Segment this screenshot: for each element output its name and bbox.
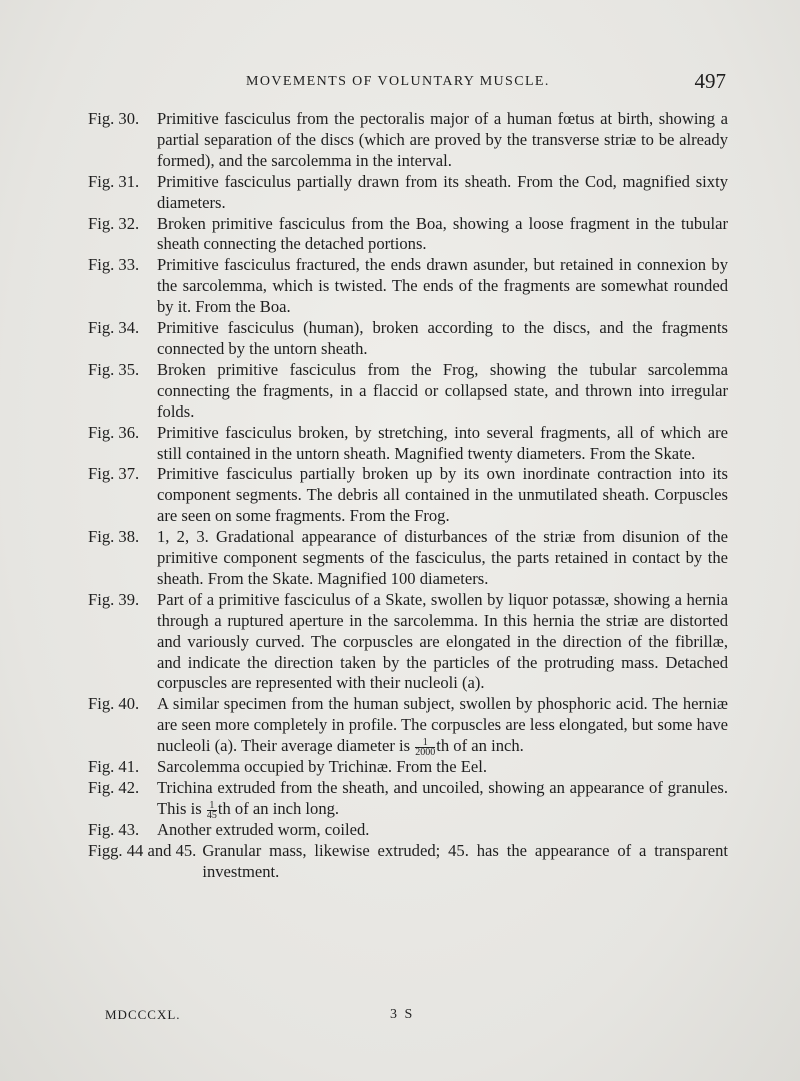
caption-label: Fig. 32. bbox=[88, 213, 140, 233]
caption-text: Primitive fasciculus partially drawn from its sheath. From the Cod, magnified sixty diameters. bbox=[157, 171, 728, 212]
caption-label: Fig. 43. bbox=[88, 819, 140, 839]
caption-fig-32 bbox=[88, 214, 728, 256]
caption-text-end: th of an inch long. bbox=[217, 798, 340, 818]
caption-label: Fig. 38. bbox=[88, 527, 140, 547]
fraction bbox=[207, 801, 217, 820]
caption-text: Primitive fasciculus (human), broken according to the discs, and the fragments connected by the untorn sheath. bbox=[157, 318, 728, 358]
caption-fig-34 bbox=[88, 318, 728, 360]
caption-fig-41 bbox=[88, 757, 728, 778]
caption-text-end: th of an inch. bbox=[436, 736, 524, 756]
caption-text: Primitive fasciculus fractured, the ends drawn asunder, but retained in connexion by the sarcolemma, which is twisted. The ends of the fragments are somewhat rounded by it. From the Boa. bbox=[157, 255, 728, 317]
caption-text: Broken primitive fasciculus from the Frog, showing the tubular sarcolemma connecting the fragments, in a flaccid or collapsed state, and thrown into irregular folds. bbox=[157, 359, 728, 421]
caption-label: Fig. 36. bbox=[88, 422, 140, 442]
sheet-signature: 3 S bbox=[390, 1007, 415, 1022]
figure-captions bbox=[88, 109, 728, 883]
caption-label: Figg. 44 and 45. bbox=[88, 840, 197, 860]
fraction-denominator: 2000 bbox=[415, 746, 436, 758]
caption-fig-30 bbox=[88, 109, 728, 172]
caption-fig-40 bbox=[88, 694, 728, 757]
caption-text: Granular mass, likewise extruded; 45. has the appearance of a transparent investment. bbox=[202, 840, 728, 881]
fraction-numerator: 1 bbox=[207, 801, 217, 811]
caption-label: Fig. 33. bbox=[88, 255, 140, 275]
caption-text: Another extruded worm, coiled. bbox=[157, 819, 370, 839]
page-header bbox=[240, 69, 730, 96]
caption-text: Sarcolemma occupied by Trichinæ. From the Eel. bbox=[157, 757, 487, 777]
caption-label: Fig. 34. bbox=[88, 318, 140, 338]
caption-fig-42 bbox=[88, 778, 728, 820]
fraction-numerator: 1 bbox=[415, 738, 435, 748]
page-number: 497 bbox=[694, 69, 726, 93]
caption-label: Fig. 31. bbox=[88, 171, 140, 191]
caption-fig-31 bbox=[88, 172, 728, 214]
caption-label: Fig. 40. bbox=[88, 694, 140, 714]
caption-label: Fig. 37. bbox=[88, 464, 140, 484]
caption-text: Primitive fasciculus partially broken up by its own inordinate contraction into its component segments. The debris all contained in the unmutilated sheath. Corpuscles are seen on some fragments. From the Frog. bbox=[157, 464, 728, 526]
caption-text-start: A similar specimen from the human subject, swollen by phosphoric acid. The herniæ are seen more completely in profile. The corpuscles are less elongated, but some have nucleoli (a). Their average diameter is bbox=[157, 694, 728, 756]
caption-text bbox=[157, 778, 728, 820]
caption-label: Fig. 35. bbox=[88, 359, 140, 379]
caption-text: Part of a primitive fasciculus of a Skate, swollen by liquor potassæ, showing a hernia through a ruptured aperture in the sarcolemma. In this hernia the striæ are distorted and variously curved. The corpuscles are elongated in the direction of the fibrillæ, and indicate the direction taken by the particles of the protruding mass. Detached corpuscles are represented with their nucleoli (a). bbox=[157, 589, 728, 693]
year-signature: MDCCCXL. bbox=[105, 1007, 181, 1022]
caption-figg-44-45 bbox=[88, 841, 728, 883]
caption-fig-33 bbox=[88, 255, 728, 318]
caption-fig-43 bbox=[88, 820, 728, 841]
caption-label: Fig. 41. bbox=[88, 757, 140, 777]
caption-label: Fig. 42. bbox=[88, 778, 140, 797]
caption-text: 1, 2, 3. Gradational appearance of disturbances of the striæ from disunion of the primitive component segments of the fasciculus, the parts retained in contact by the sheath. From the Skate. Magnified 100 diameters. bbox=[157, 527, 728, 588]
caption-fig-39 bbox=[88, 590, 728, 695]
caption-label: Fig. 39. bbox=[88, 589, 140, 609]
caption-label: Fig. 30. bbox=[88, 109, 140, 128]
caption-fig-38 bbox=[88, 527, 728, 590]
caption-fig-37 bbox=[88, 464, 728, 527]
running-title: MOVEMENTS OF VOLUNTARY MUSCLE. bbox=[246, 74, 550, 89]
caption-text bbox=[157, 694, 728, 757]
fraction-denominator: 45 bbox=[206, 809, 217, 821]
caption-text: Primitive fasciculus broken, by stretching, into several fragments, all of which are still contained in the untorn sheath. Magnified twenty diameters. From the Skate. bbox=[157, 422, 728, 463]
fraction bbox=[415, 738, 435, 757]
caption-text: Primitive fasciculus from the pectoralis major of a human fœtus at birth, showing a partial separation of the discs (which are proved by the transverse striæ to be already formed), and the sarcolemma in the interval. bbox=[157, 109, 728, 170]
caption-text: Broken primitive fasciculus from the Boa, showing a loose fragment in the tubular sheath connecting the detached portions. bbox=[157, 213, 728, 254]
caption-text-start: Trichina extruded from the sheath, and uncoiled, showing an appearance of granules. This is bbox=[157, 778, 728, 818]
caption-fig-35 bbox=[88, 360, 728, 423]
caption-fig-36 bbox=[88, 423, 728, 465]
